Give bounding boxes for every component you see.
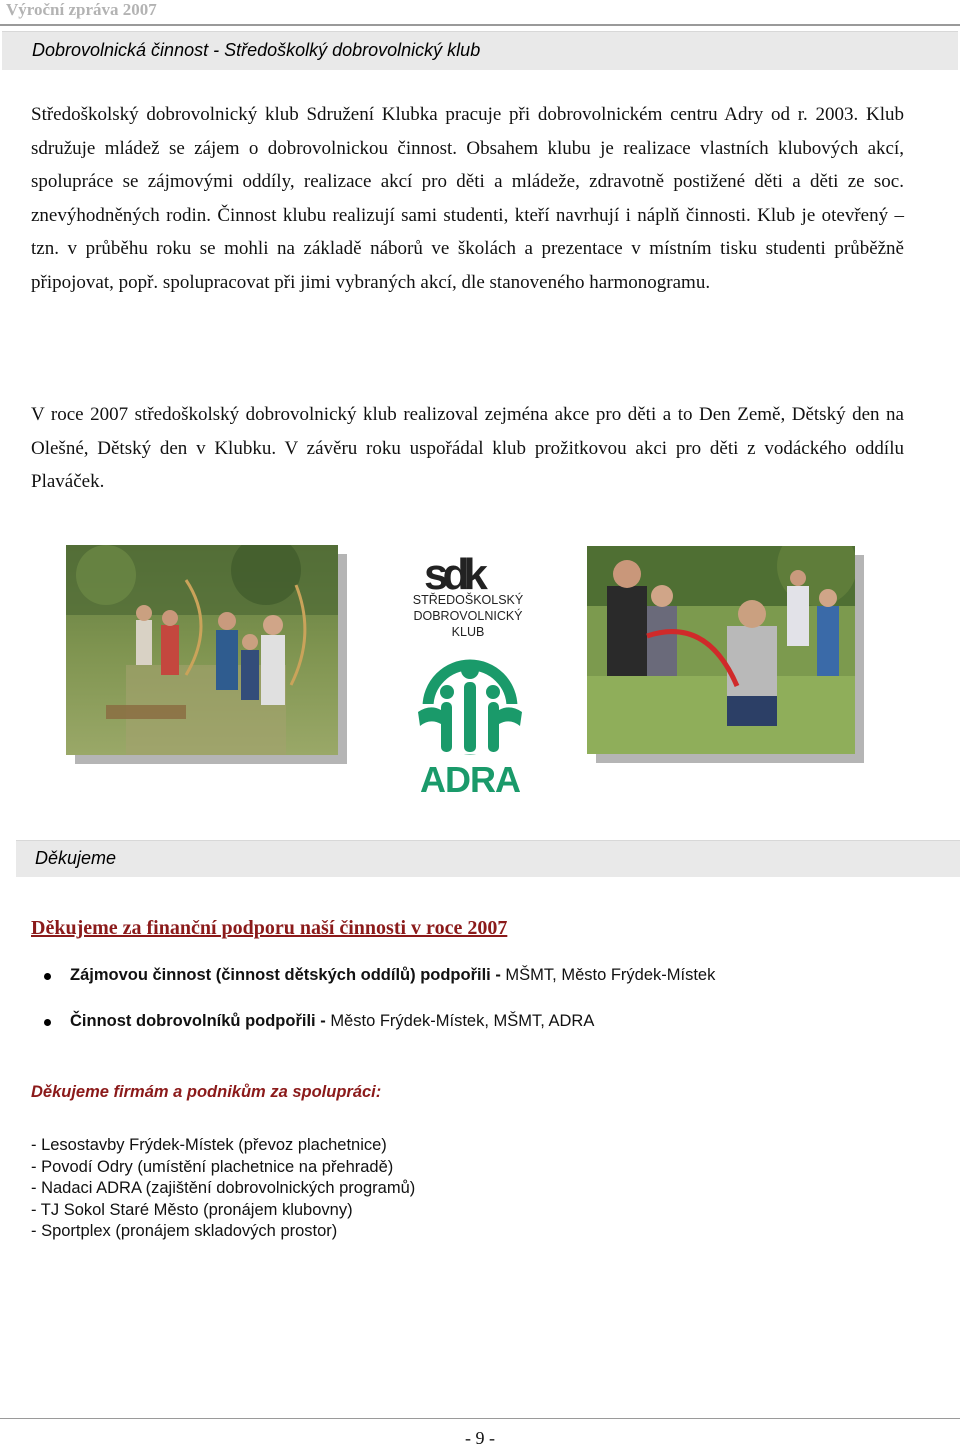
paragraph-club-activities: V roce 2007 středoškolský dobrovolnický klub realizoval zejména akce pro děti a to Den Země, Dětský den na Olešné, Dětský den v Klubku. V závěru roku uspořádal klub prožitkovou akci pro děti z vodáckého oddílu Plaváček.	[31, 404, 904, 492]
section-title: Děkujeme	[35, 848, 117, 868]
bullet-icon	[44, 973, 51, 980]
bullet-bold: Činnost dobrovolníků podpořili -	[70, 1012, 331, 1030]
list-item: - Povodí Odry (umístění plachetnice na přehradě)	[31, 1157, 394, 1176]
section-bar-thanks	[16, 840, 960, 877]
adra-logo-text: ADRA	[420, 759, 520, 800]
bullet-bold: Zájmovou činnost (činnost dětských oddílů) podpořili -	[70, 966, 506, 984]
sdk-subtitle	[410, 592, 526, 640]
bullet-icon	[44, 1019, 51, 1026]
bullet-rest: MŠMT, Město Frýdek-Místek	[505, 966, 716, 984]
bullet-rest: Město Frýdek-Místek, MŠMT, ADRA	[330, 1012, 595, 1030]
sdk-subtitle-line: STŘEDOŠKOLSKÝ	[412, 593, 524, 607]
list-item: - TJ Sokol Staré Město (pronájem klubovny)	[31, 1200, 353, 1219]
firms-heading: Děkujeme firmám a podnikům za spolupráci:	[31, 1083, 382, 1101]
paragraph-club-description: Středoškolský dobrovolnický klub Sdružení Klubka pracuje při dobrovolnickém centru Adry od r. 2003. Klub sdružuje mládež se zájem o dobrovolnickou činnost. Obsahem klubu je realizace vlastních klubových akcí, spolupráce se zájmovými oddíly, realizace akcí pro děti a mládeže, zdravotně postižené děti a děti ze soc. znevýhodněných rodin. Činnost klubu realizují sami studenti, kteří navrhují i náplň činnosti. Klub je otevřený – tzn. v průběhu roku se mohli na základě náborů ve školách a prezentace v místním tisku studenti průběžně připojovat, popř. spolupracovat při jimi vybraných akcí, dle stanoveného harmonogramu.	[31, 104, 904, 293]
adra-logo-icon	[410, 652, 530, 800]
photo-archery-children	[66, 545, 338, 755]
section-title: Dobrovolnická činnost - Středoškolký dobrovolnický klub	[32, 40, 481, 60]
sdk-subtitle-line: DOBROVOLNICKÝ	[413, 609, 523, 623]
thanks-heading: Děkujeme za finanční podporu naší činnosti v roce 2007	[31, 917, 508, 939]
sdk-subtitle-line: KLUB	[451, 625, 485, 639]
list-item: - Nadaci ADRA (zajištění dobrovolnických programů)	[31, 1179, 416, 1197]
header-rule	[0, 24, 960, 26]
footer-rule	[0, 1418, 960, 1419]
list-item: - Sportplex (pronájem skladových prostor)	[31, 1222, 338, 1240]
firms-list	[31, 1135, 415, 1243]
running-head: Výroční zpráva 2007	[6, 0, 157, 19]
section-bar-volunteering	[2, 31, 958, 70]
sdk-logo-text: sdk	[424, 550, 482, 599]
list-item: - Lesostavby Frýdek-Místek (převoz plachetnice)	[31, 1136, 387, 1154]
page-number: - 9 -	[465, 1428, 495, 1448]
photo-children-outdoor	[587, 546, 855, 754]
